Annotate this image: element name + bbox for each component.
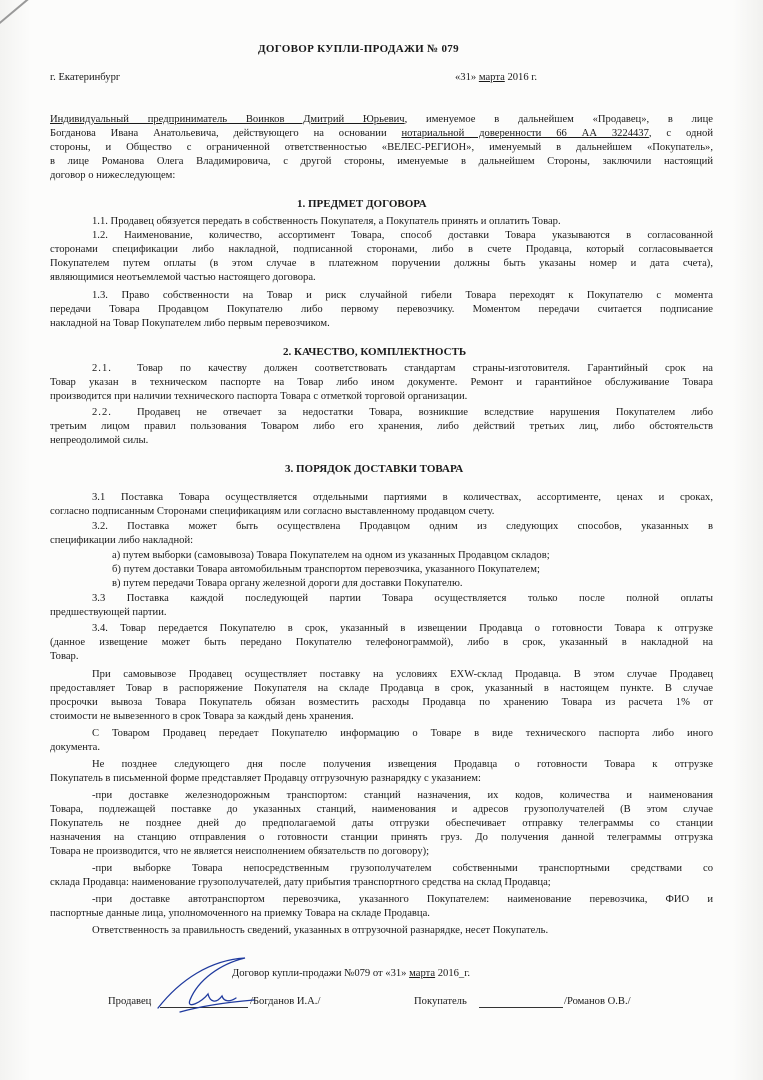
auto-line-1: -при доставке автотранспортом перевозчика, указанного Покупателем: наименование перевозчика, ФИО и: [92, 894, 713, 905]
clause-3-2-option-a: а) путем выборки (самовывоза) Товара Покупателем на одном из указанных Продавцом складов;: [112, 550, 550, 561]
info-line-1: С Товаром Продавец передает Покупателю информацию о Товаре в виде технического паспорта либо иного: [92, 728, 713, 739]
clause-2-1-line-3: производится при наличии технического паспорта Товара с отметкой торговой организации.: [50, 391, 468, 402]
exw-line-2: предоставляет Товар в распоряжение Покупателя на складе Продавца в срок, указанный в настоящем пункте. В случае: [50, 683, 713, 694]
clause-3-3-line-2: предшествующей партии.: [50, 607, 167, 618]
exw-line-4: стоимости не вывезенного в срок Товара за каждый день хранения.: [50, 711, 354, 722]
clause-3-4-line-2: (данное извещение может быть передано Покупателю телефонограммой), либо в срок, указанный в накладной на: [50, 637, 713, 648]
preamble-line-5: договор о нижеследующем:: [50, 170, 176, 181]
clause-3-2-option-b: б) путем доставки Товара автомобильным транспортом перевозчика, указанного Покупателем;: [112, 564, 540, 575]
clause-2-2-line-3: непреодолимой силы.: [50, 435, 149, 446]
clause-1-2-line-2: сторонами спецификации либо накладной, подписанной сторонами, либо в счете Продавца, который согласовывается: [50, 244, 713, 255]
document-date: [455, 71, 537, 84]
clause-2-2-num: 2.2.: [92, 407, 112, 418]
clause-3-2-line-1: 3.2. Поставка может быть осуществлена Продавцом одним из следующих способов, указанных в: [92, 521, 713, 532]
preamble-line-1-rest: , именуемое в дальнейшем «Продавец», в лице: [404, 114, 713, 125]
seller-signatory-name: /Богданов И.А./: [250, 996, 321, 1007]
seller-signature-image: [150, 950, 260, 1020]
pickup-line-2: склада Продавца: наименование грузополучателей, дату прибытия транспортного средства на склад Продавца;: [50, 877, 551, 888]
clause-1-3-line-3: накладной на Товар Покупателем либо первым перевозчиком.: [50, 318, 330, 329]
clause-2-2-line-1: Продавец не отвечает за недостатки Товара, возникшие вследствие нарушения Покупателем либо: [137, 407, 713, 418]
clause-1-2-line-4: являющимися неотъемлемой частью настоящего договора.: [50, 272, 316, 283]
date-month: марта: [478, 72, 505, 83]
responsibility-line: Ответственность за правильность сведений, указанных в отгрузочной разнарядке, несет Покупатель.: [92, 925, 549, 936]
corner-fold-mark: [0, 0, 30, 25]
preamble-line-2-start: Богданова Ивана Анатольевича, действующего на основании: [50, 128, 402, 139]
clause-1-3-line-1: 1.3. Право собственности на Товар и риск случайной гибели Товара переходят к Покупателю с момента: [92, 290, 713, 301]
pickup-line-1: -при выборке Товара непосредственным грузополучателем собственными транспортными средствами со: [92, 863, 713, 874]
rail-line-2: Товара, подлежащей поставке до указанных станций, наименования и адресов грузополучателей (В этом случае: [50, 804, 713, 815]
exw-line-3: просрочки вывоза Товара Покупатель обязан возместить расходы Продавца по хранению Товара из расчета 1% от: [50, 697, 713, 708]
date-prefix: «31»: [455, 72, 479, 83]
clause-1-2-line-3: Покупателем путем оплаты (в этом случае в платежном поручении должны быть указаны номер и дата счета),: [50, 258, 713, 269]
preamble-line-1: [50, 113, 713, 126]
footer-ref-end: 2016_г.: [435, 968, 471, 979]
clause-2-2-line-2: третьим лицом правил пользования Товаром либо его хранения, либо действий третьих лиц, либо обстоятельств: [50, 421, 713, 432]
section-2-heading: 2. КАЧЕСТВО, КОМПЛЕКТНОСТЬ: [283, 346, 467, 358]
date-suffix: 2016 г.: [504, 72, 538, 83]
buyer-signature-line: [479, 1007, 563, 1008]
exw-line-1: При самовывозе Продавец осуществляет поставку на условиях EXW-склад Продавца. В этом случае Продавец: [92, 669, 713, 680]
clause-1-3-line-2: передачи Товара Продавцом Покупателю либо первому перевозчику. Моментом передачи считается подписание: [50, 304, 713, 315]
footer-ref-month: марта: [409, 968, 436, 979]
clause-2-2-number: [92, 406, 112, 419]
seller-entity: Индивидуальный предприниматель Воинков Дмитрий Юрьевич: [50, 114, 405, 125]
section-1-heading: 1. ПРЕДМЕТ ДОГОВОРА: [297, 198, 427, 210]
clause-3-2-option-c: в) путем передачи Товара органу железной дороги для доставки Покупателю.: [112, 578, 463, 589]
seller-signature-label: Продавец: [108, 996, 152, 1007]
clause-3-4-line-3: Товар.: [50, 651, 79, 662]
clause-3-3-line-1: 3.3 Поставка каждой последующей партии Товара осуществляется только после полной оплаты: [92, 593, 713, 604]
clause-2-1-line-2: Товар указан в техническом паспорте на Товар либо ином документе. Ремонт и гарантийное обслуживание Товара: [50, 377, 713, 388]
clause-2-1-line-1: Товар по качеству должен соответствовать стандартам страны-изготовителя. Гарантийный срок на: [137, 363, 713, 374]
document-city: г. Екатеринбург: [50, 72, 121, 83]
preamble-line-2-end: , с одной: [648, 128, 713, 139]
clause-1-2-line-1: 1.2. Наименование, количество, ассортимент Товара, способ доставки Товара указываются в согласованной: [92, 230, 713, 241]
preamble-line-4: в лице Романова Олега Владимировича, с другой стороны, именуемые в дальнейшем Стороны, заключили настоящий: [50, 156, 713, 167]
clause-1-1: 1.1. Продавец обязуется передать в собственность Покупателя, а Покупатель принять и оплатить Товар.: [92, 216, 561, 227]
clause-2-1-number: [92, 362, 112, 375]
clause-3-1-line-2: согласно подписанным Сторонами спецификациям или согласно выставленному продавцом счету.: [50, 506, 495, 517]
preamble-line-2: [50, 127, 713, 140]
clause-3-4-line-1: 3.4. Товар передается Покупателю в срок, указанный в извещении Продавца о готовности Товара к отгрузке: [92, 623, 713, 634]
notice-line-2: Покупатель в письменной форме представляет Продавцу отгрузочную разнарядку с указанием:: [50, 773, 481, 784]
footer-contract-reference: [232, 967, 470, 980]
notice-line-1: Не позднее следующего дня после получения извещения Продавца о готовности Товара к отгрузке: [92, 759, 713, 770]
info-line-2: документа.: [50, 742, 101, 753]
power-of-attorney: нотариальной доверенности 66 АА 3224437: [401, 128, 649, 139]
buyer-signature-label: Покупатель: [414, 996, 467, 1007]
auto-line-2: паспортные данные лица, уполномоченного на приемку Товара на складе Продавца.: [50, 908, 430, 919]
clause-3-2-line-2: спецификации либо накладной:: [50, 535, 194, 546]
rail-line-1: -при доставке железнодорожным транспортом: станций назначения, их кодов, количества и наименования: [92, 790, 713, 801]
rail-line-3: Покупатель не позднее дней до предполагаемой даты отгрузки обеспечивает отправку телеграммы со станции: [50, 818, 713, 829]
rail-line-4: назначения на станцию отправления о готовности станции принять груз. До получения данной телеграммы отгрузка: [50, 832, 713, 843]
footer-ref-start: Договор купли-продажи №079 от «31»: [232, 968, 410, 979]
clause-2-1-num: 2.1.: [92, 363, 112, 374]
preamble-line-3: стороны, и Общество с ограниченной ответственностью «ВЕЛЕС-РЕГИОН», именуемый в дальнейшем «Покупатель»,: [50, 142, 713, 153]
clause-3-1-line-1: 3.1 Поставка Товара осуществляется отдельными партиями в количествах, ассортименте, ценах и сроках,: [92, 492, 713, 503]
document-title: ДОГОВОР КУПЛИ-ПРОДАЖИ № 079: [258, 43, 459, 55]
buyer-signatory-name: /Романов О.В./: [564, 996, 631, 1007]
rail-line-5: Товара не производится, что не является неисполнением обязательств по договору);: [50, 846, 430, 857]
section-3-heading: 3. ПОРЯДОК ДОСТАВКИ ТОВАРА: [285, 463, 464, 475]
